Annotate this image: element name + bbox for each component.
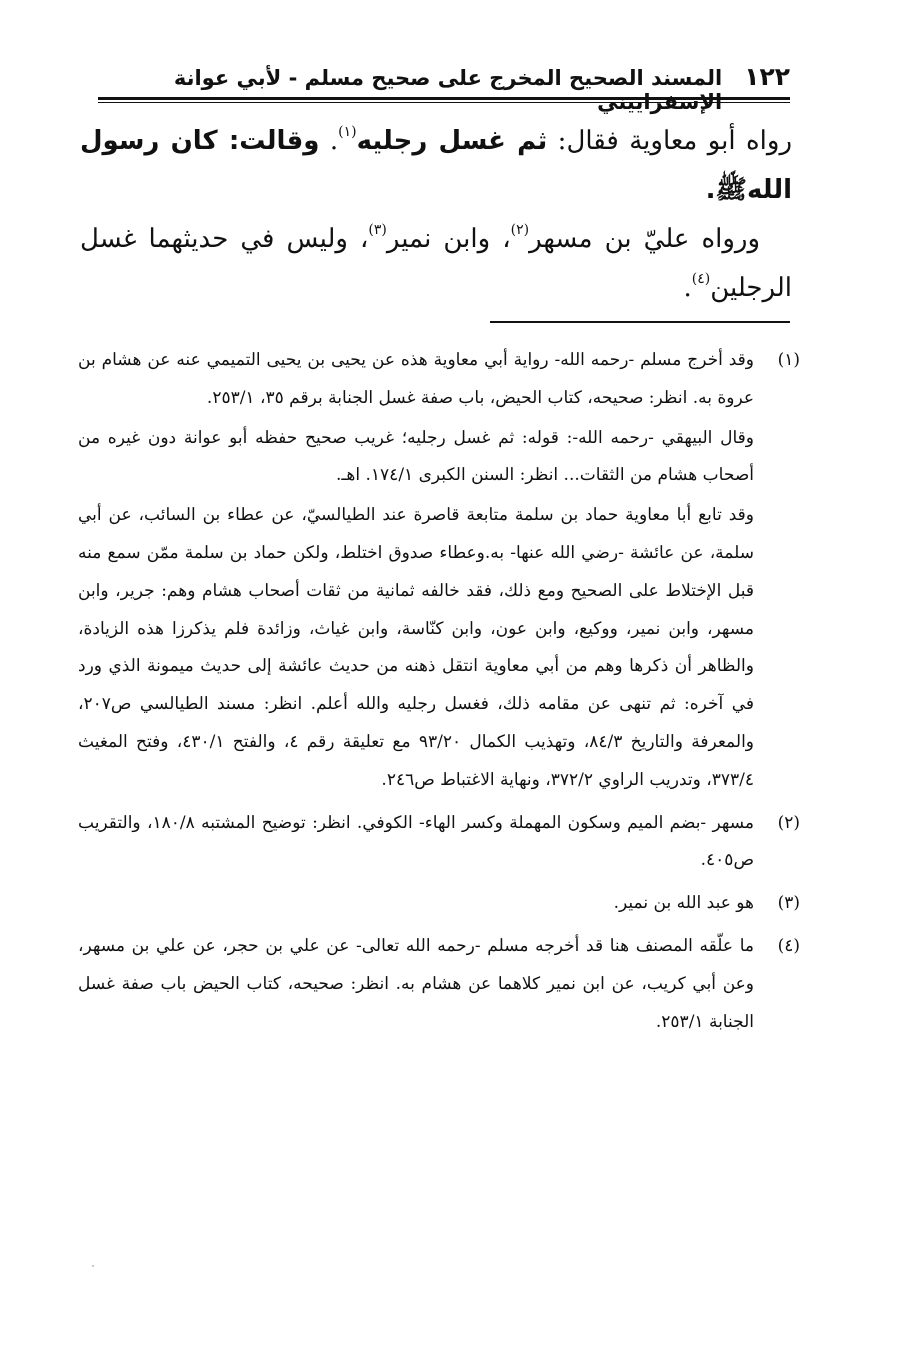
- footnote-paragraph: وقال البيهقي -رحمه الله-: قوله: ثم غسل رجليه؛ غريب صحيح حفظه أبو عوانة دون غيره من أصحاب هشام من الثقات... انظر: السنن الكبرى ١٧٤/١. اهـ.: [78, 427, 754, 486]
- footnote-number: (٣): [777, 893, 800, 914]
- text-run: رواه أبو معاوية فقال:: [547, 126, 792, 156]
- footnote-paragraph: مسهر -بضم الميم وسكون المهملة وكسر الهاء- الكوفي. انظر: توضيح المشتبه ١٨٠/٨، والتقريب ص٤٠٥.: [78, 812, 754, 871]
- text-run: .: [319, 126, 339, 156]
- scan-speck: [92, 1265, 94, 1267]
- header-rule-thin: [98, 102, 790, 103]
- footnote-number: (٤): [777, 935, 800, 956]
- text-run: ورواه عليّ بن مسهر: [529, 224, 761, 254]
- footnote-paragraph: وقد أخرج مسلم -رحمه الله- رواية أبي معاوية هذه عن يحيى بن يحيى التميمي عنه عن هشام بن عروة به. انظر: صحيحه، كتاب الحيض، باب صفة غسل الجنابة برقم ٣٥، ٢٥٣/١.: [78, 350, 754, 408]
- footnote-paragraph: هو عبد الله بن نمير.: [613, 893, 754, 914]
- footnote-ref: (٢): [510, 222, 530, 238]
- salutation-ligature: ﷺ: [715, 175, 747, 205]
- page-header: [98, 62, 790, 114]
- footnote-number: (٢): [777, 812, 800, 833]
- footnote-paragraph: ما علّقه المصنف هنا قد أخرجه مسلم -رحمه الله تعالى- عن علي بن حجر، عن علي بن مسهر، وعن أبي كريب، عن ابن نمير كلاهما عن هشام به. انظر: صحيحه، كتاب الحيض باب صفة غسل الجنابة ٢٥٣/١.: [78, 935, 754, 1032]
- header-rule: [98, 97, 790, 100]
- text-run: .: [705, 175, 716, 205]
- footnote-ref: (٤): [691, 271, 711, 287]
- running-title: المسند الصحيح المخرج على صحيح مسلم - لأبي عوانة: [173, 66, 723, 90]
- footnote-3: [78, 885, 800, 923]
- text-run: ، وابن نمير: [386, 224, 511, 254]
- footnote-separator: [490, 321, 790, 323]
- bold-text-run: وقالت: كان رسول الله: [80, 126, 792, 205]
- footnote-number: (١): [777, 350, 800, 370]
- main-text: [80, 117, 792, 313]
- footnote-1: [78, 342, 800, 800]
- text-run: .: [683, 273, 692, 303]
- footnote-2: [78, 805, 800, 881]
- main-paragraph-2: [80, 215, 792, 313]
- text-run: ، وليس في حديثهما غسل الرجلين: [80, 224, 792, 303]
- footnotes: [78, 342, 800, 1046]
- bold-text-run: ثم غسل رجليه: [356, 126, 548, 156]
- footnote-4: [78, 928, 800, 1041]
- footnote-paragraph: وقد تابع أبا معاوية حماد بن سلمة متابعة قاصرة عند الطيالسيّ، عن عطاء بن السائب، عن أبي سلمة، عن عائشة -رضي الله عنها- به.وعطاء صدوق اختلط، ولكن حماد بن سلمة ممّن سمع منه قبل الإختلاط على الصحيح ومع ذلك، فقد خالفه ثمانية من ثقات أصحاب هشام وهم: جرير، وابن مسهر، وابن نمير، ووكيع، وابن عون، وابن كنّاسة، وابن غياث، وزائدة فلم يذكرزا هذه الزيادة، والظاهر أن ذكرها وهم من أبي معاوية انتقل ذهنه من حديث عائشة إلى حديث ميمونة الذي ورد في آخره: ثم تنهى عن مقامه ذلك، فغسل رجليه والله أعلم. انظر: مسند الطيالسي ص٢٠٧، والمعرفة والتاريخ ٨٤/٣، وتهذيب الكمال ٩٣/٢٠ مع تعليقة رقم ٤، والفتح ٤٣٠/١، وفتح المغيث ٣٧٣/٤، وتدريب الراوي ٣٧٢/٢، ونهاية الاغتباط ص٢٤٦.: [78, 505, 754, 790]
- footnote-ref: (٣): [368, 222, 387, 238]
- footnote-ref: (١): [338, 124, 357, 140]
- main-paragraph-1: [80, 117, 792, 215]
- page-number: ١٢٢: [744, 62, 790, 91]
